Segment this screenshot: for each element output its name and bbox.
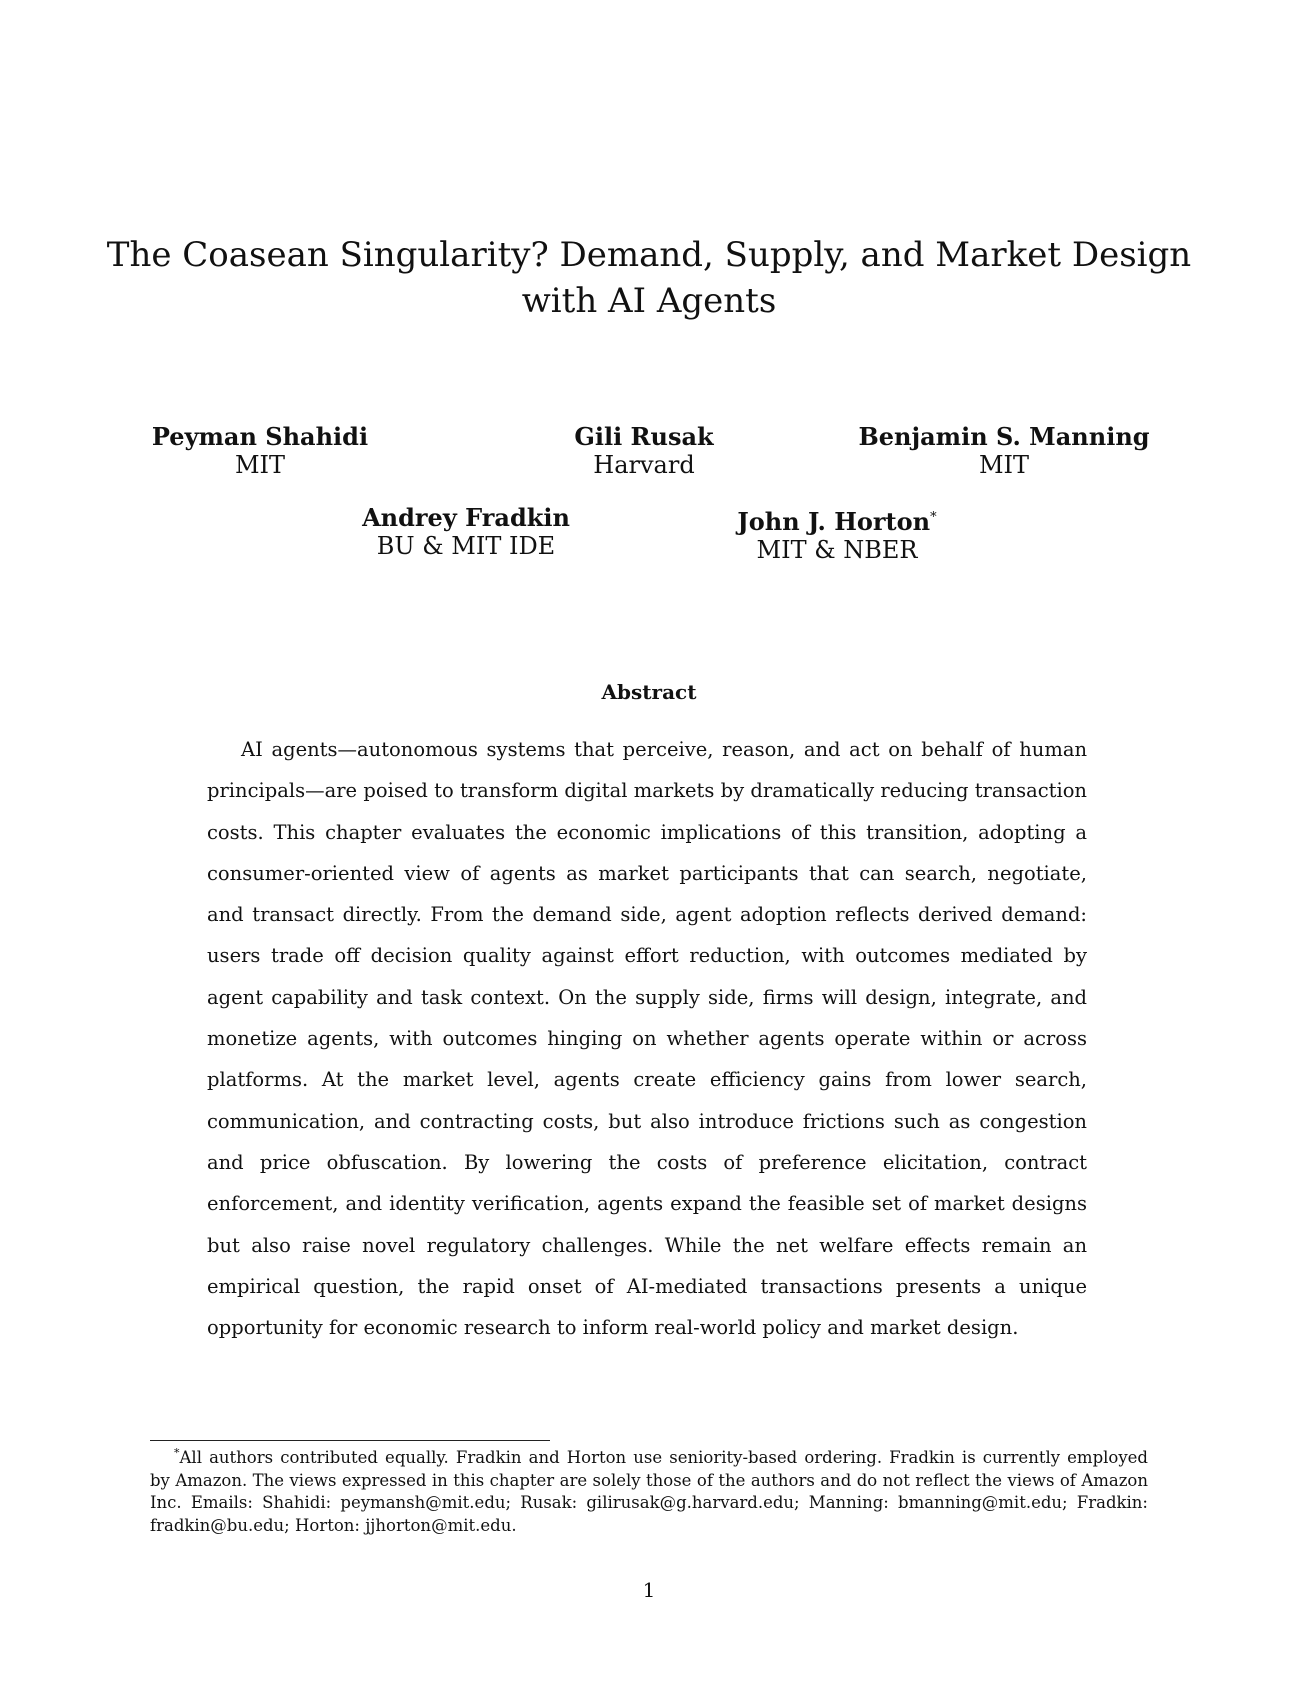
author-name: John J. Horton: [737, 507, 931, 536]
author-rusak: [484, 422, 804, 480]
abstract-heading: Abstract: [601, 680, 697, 704]
author-name-line: [677, 503, 997, 536]
author-affiliation: MIT: [978, 451, 1030, 479]
footnote-divider: [150, 1440, 550, 1441]
author-shahidi: [100, 422, 420, 480]
paper-title: [0, 232, 1298, 324]
footnote-text: All authors contributed equally. Fradkin and Horton use seniority-based ordering. Fradkin is currently employed by Amazon. The views expressed in this chapter are solely those of the authors and do not reflect the views of Amazon Inc. Emails: Shahidi: peymansh@mit.edu; Rusak: gilirusak@g.harvard.edu; Manning: bmanning@mit.edu; Fradkin: fradkin@bu.edu; Horton: jjhorton@mit.edu.: [150, 1448, 1148, 1535]
author-manning: [844, 422, 1164, 480]
author-affiliation: MIT: [234, 451, 286, 479]
paper-title-line-2: with AI Agents: [521, 281, 777, 321]
page-number: 1: [642, 1578, 656, 1602]
author-name: Benjamin S. Manning: [858, 422, 1150, 451]
abstract-text: AI agents—autonomous systems that perceive, reason, and act on behalf of human principals—are poised to transform digital markets by dramatically reducing transaction costs. This chapter evaluates the economic implications of this transition, adopting a consumer-oriented view of agents as market participants that can search, negotiate, and transact directly. From the demand side, agent adoption reflects derived demand: users trade off decision quality against effort reduction, with outcomes mediated by agent capability and task context. On the supply side, firms will design, integrate, and monetize agents, with outcomes hinging on whether agents operate within or across platforms. At the market level, agents create efficiency gains from lower search, communication, and contracting costs, but also introduce frictions such as congestion and price obfuscation. By lowering the costs of preference elicitation, contract enforcement, and identity verification, agents expand the feasible set of market designs but also raise novel regulatory challenges. While the net welfare effects remain an empirical question, the rapid onset of AI-mediated transactions presents a unique opportunity for economic research to inform real-world policy and market design.: [207, 738, 1087, 1340]
author-affiliation: Harvard: [593, 451, 695, 479]
author-name: Andrey Fradkin: [362, 503, 570, 532]
footnote-marker: *: [174, 1446, 180, 1460]
author-affiliation: BU & MIT IDE: [376, 532, 556, 560]
author-horton: [677, 503, 997, 565]
footnote-marker: *: [930, 510, 937, 525]
author-name: Gili Rusak: [574, 422, 714, 451]
footnote: [150, 1447, 1148, 1537]
author-fradkin: [306, 503, 626, 561]
paper-title-line-1: The Coasean Singularity? Demand, Supply, and Market Design: [106, 235, 1192, 275]
author-name: Peyman Shahidi: [151, 422, 369, 451]
author-affiliation: MIT & NBER: [756, 536, 918, 564]
